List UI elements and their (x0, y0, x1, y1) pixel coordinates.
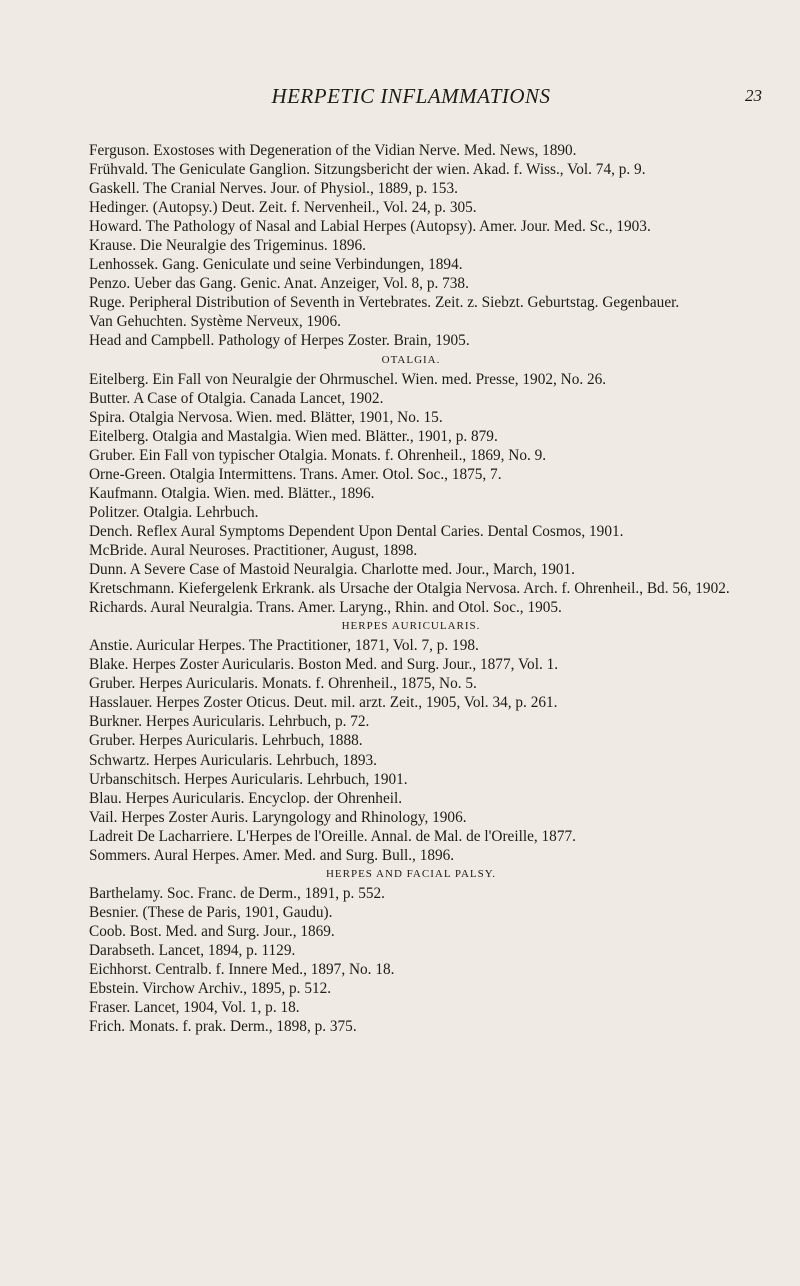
reference-entry: Besnier. (These de Paris, 1901, Gaudu). (89, 903, 333, 921)
bibliography-section (60, 865, 762, 1036)
reference-entry: Eichhorst. Centralb. f. Innere Med., 1897, No. 18. (89, 961, 395, 979)
reference-entry: Head and Campbell. Pathology of Herpes Zoster. Brain, 1905. (89, 332, 470, 350)
reference-entry: Darabseth. Lancet, 1894, p. 1129. (89, 941, 296, 959)
reference-entry: Kretschmann. Kiefergelenk Erkrank. als Ursache der Otalgia Nervosa. Arch. f. Ohrenheil., Bd. 56, 1902. (89, 580, 730, 598)
reference-entry: Ebstein. Virchow Archiv., 1895, p. 512. (89, 980, 332, 998)
reference-entry: Krause. Die Neuralgie des Trigeminus. 1896. (89, 237, 367, 255)
reference-entry: Anstie. Auricular Herpes. The Practitioner, 1871, Vol. 7, p. 198. (89, 637, 479, 655)
reference-entry: McBride. Aural Neuroses. Practitioner, August, 1898. (89, 541, 418, 559)
reference-entry: Butter. A Case of Otalgia. Canada Lancet, 1902. (89, 389, 384, 407)
reference-entry: Gruber. Herpes Auricularis. Monats. f. Ohrenheil., 1875, No. 5. (89, 675, 477, 693)
reference-entry: Kaufmann. Otalgia. Wien. med. Blätter., 1896. (89, 484, 375, 502)
reference-entry: Ruge. Peripheral Distribution of Seventh in Vertebrates. Zeit. z. Siebzt. Geburtstag. Gegenbauer. (89, 294, 680, 312)
reference-entry: Richards. Aural Neuralgia. Trans. Amer. Laryng., Rhin. and Otol. Soc., 1905. (89, 599, 562, 617)
reference-entry: Van Gehuchten. Système Nerveux, 1906. (89, 313, 341, 331)
section-heading: OTALGIA. (381, 353, 441, 366)
reference-entry: Blau. Herpes Auricularis. Encyclop. der Ohrenheil. (89, 789, 403, 807)
reference-entry: Orne-Green. Otalgia Intermittens. Trans. Amer. Otol. Soc., 1875, 7. (89, 465, 502, 483)
reference-entry: Barthelamy. Soc. Franc. de Derm., 1891, p. 552. (89, 884, 385, 902)
section-heading: HERPES AND FACIAL PALSY. (325, 867, 497, 880)
reference-entry: Penzo. Ueber das Gang. Genic. Anat. Anzeiger, Vol. 8, p. 738. (89, 275, 469, 293)
reference-entry: Ladreit De Lacharriere. L'Herpes de l'Oreille. Annal. de Mal. de l'Oreille, 1877. (89, 827, 576, 845)
reference-entry: Fraser. Lancet, 1904, Vol. 1, p. 18. (89, 999, 300, 1017)
reference-entry: Ferguson. Exostoses with Degeneration of the Vidian Nerve. Med. News, 1890. (89, 142, 577, 159)
reference-entry: Eitelberg. Otalgia and Mastalgia. Wien med. Blätter., 1901, p. 879. (89, 427, 498, 445)
reference-entry: Coob. Bost. Med. and Surg. Jour., 1869. (89, 922, 335, 940)
section-heading: HERPES AURICULARIS. (341, 620, 481, 633)
reference-entry: Sommers. Aural Herpes. Amer. Med. and Surg. Bull., 1896. (89, 846, 455, 864)
reference-entry: Schwartz. Herpes Auricularis. Lehrbuch, 1893. (89, 751, 378, 769)
reference-entry: Gruber. Herpes Auricularis. Lehrbuch, 1888. (89, 732, 363, 750)
bibliography-section (60, 617, 762, 865)
reference-entry: Dench. Reflex Aural Symptoms Dependent Upon Dental Caries. Dental Cosmos, 1901. (89, 522, 624, 540)
page-number: 23 (745, 86, 762, 105)
reference-entry: Gaskell. The Cranial Nerves. Jour. of Physiol., 1889, p. 153. (89, 180, 458, 198)
page-header (60, 84, 762, 114)
running-title: HERPETIC INFLAMMATIONS (271, 84, 551, 108)
bibliography (60, 141, 762, 1036)
reference-entry: Politzer. Otalgia. Lehrbuch. (89, 503, 259, 521)
reference-entry: Hasslauer. Herpes Zoster Oticus. Deut. mil. arzt. Zeit., 1905, Vol. 34, p. 261. (89, 694, 558, 712)
reference-entry: Vail. Herpes Zoster Auris. Laryngology and Rhinology, 1906. (89, 808, 467, 826)
reference-entry: Frühvald. The Geniculate Ganglion. Sitzungsbericht der wien. Akad. f. Wiss., Vol. 74, p. 9. (89, 161, 646, 179)
reference-entry: Blake. Herpes Zoster Auricularis. Boston Med. and Surg. Jour., 1877, Vol. 1. (89, 656, 559, 674)
reference-entry: Howard. The Pathology of Nasal and Labial Herpes (Autopsy). Amer. Jour. Med. Sc., 1903. (89, 218, 651, 236)
reference-entry: Burkner. Herpes Auricularis. Lehrbuch, p. 72. (89, 713, 370, 731)
reference-entry: Dunn. A Severe Case of Mastoid Neuralgia. Charlotte med. Jour., March, 1901. (89, 561, 576, 579)
reference-entry: Frich. Monats. f. prak. Derm., 1898, p. 375. (89, 1018, 357, 1036)
reference-entry: Gruber. Ein Fall von typischer Otalgia. Monats. f. Ohrenheil., 1869, No. 9. (89, 446, 547, 464)
reference-entry: Hedinger. (Autopsy.) Deut. Zeit. f. Nervenheil., Vol. 24, p. 305. (89, 199, 477, 217)
bibliography-section (60, 351, 762, 618)
bibliography-section (60, 141, 762, 351)
reference-entry: Urbanschitsch. Herpes Auricularis. Lehrbuch, 1901. (89, 770, 408, 788)
reference-entry: Eitelberg. Ein Fall von Neuralgie der Ohrmuschel. Wien. med. Presse, 1902, No. 26. (89, 370, 607, 388)
reference-entry: Spira. Otalgia Nervosa. Wien. med. Blätter, 1901, No. 15. (89, 408, 443, 426)
reference-entry: Lenhossek. Gang. Geniculate und seine Verbindungen, 1894. (89, 256, 463, 274)
